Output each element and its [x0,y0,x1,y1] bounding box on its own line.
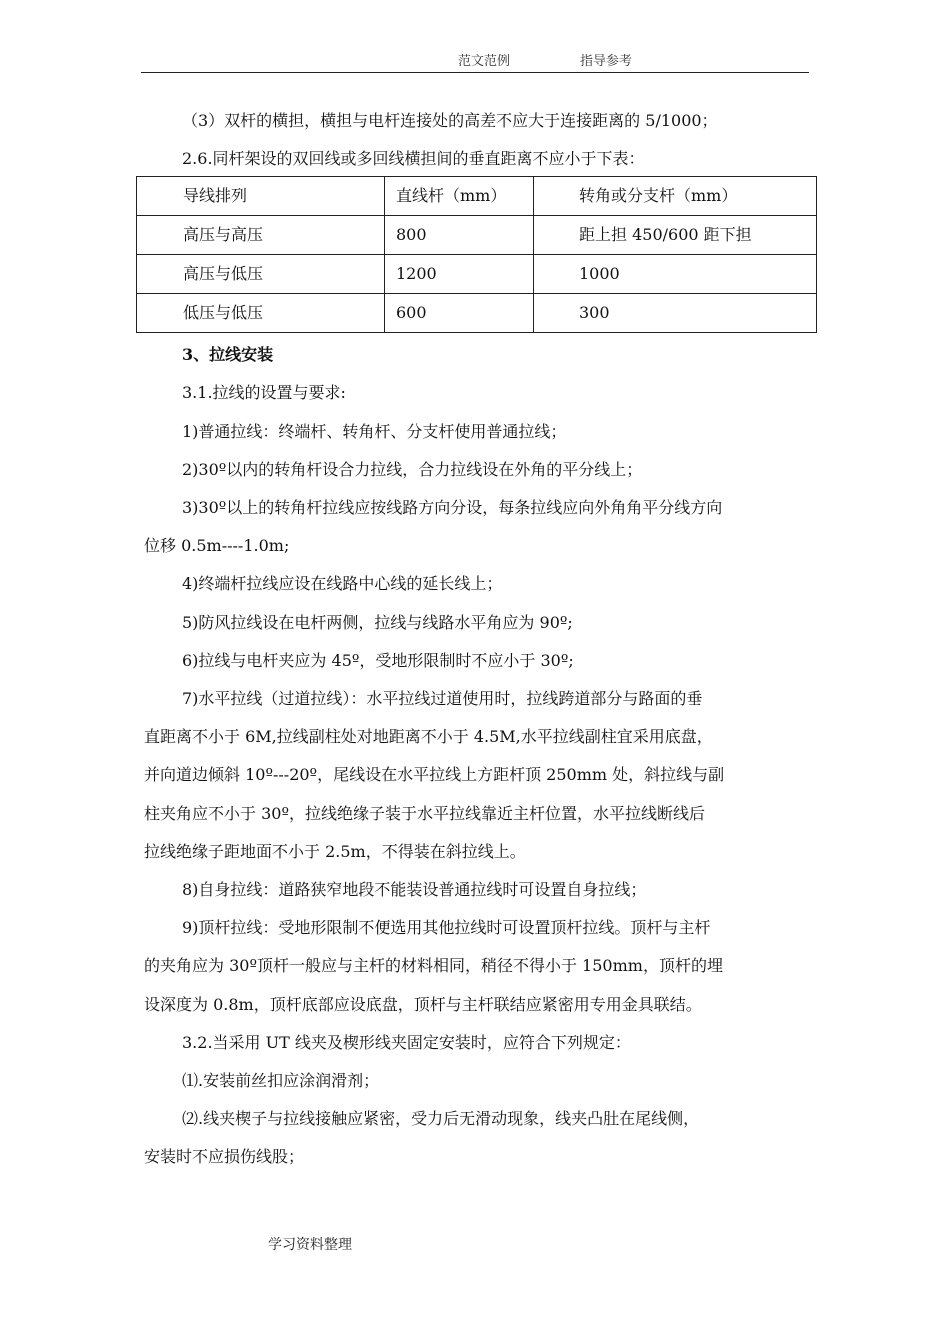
list-item: 6)拉线与电杆夹应为 45º，受地形限制时不应小于 30º; [182,651,574,670]
list-item-continued: 位移 0.5m----1.0m; [144,536,290,555]
table-row [137,216,817,255]
page-footer: 学习资料整理 [268,1237,352,1253]
header-left-text: 范文范例 [458,54,511,69]
table-cell: 高压与高压 [137,216,385,255]
list-item: 5)防风拉线设在电杆两侧，拉线与线路水平角应为 90º; [182,613,573,632]
list-item-continued: 直距离不小于 6M,拉线副柱处对地距离不小于 4.5M,水平拉线副柱宜采用底盘， [144,727,713,746]
table-cell: 300 [534,294,817,333]
table-cell: 1000 [534,255,817,294]
list-item: 4)终端杆拉线应设在线路中心线的延长线上； [182,574,503,593]
list-item-continued: 并向道边倾斜 10º---20º，尾线设在水平拉线上方距杆顶 250mm 处，斜拉线与副 [144,765,725,784]
list-item: ⑵.线夹楔子与拉线接触应紧密，受力后无滑动现象，线夹凸肚在尾线侧， [182,1109,700,1128]
list-item-continued: 的夹角应为 30º顶杆一般应与主杆的材料相同，稍径不得小于 150mm，顶杆的埋 [144,956,723,975]
table-cell: 距上担 450/600 距下担 [534,216,817,255]
list-item: 9)顶杆拉线：受地形限制不便选用其他拉线时可设置顶杆拉线。顶杆与主杆 [182,918,711,937]
table-header-row [137,177,817,216]
list-item-continued: 拉线绝缘子距地面不小于 2.5m，不得装在斜拉线上。 [144,842,526,861]
table-cell: 低压与低压 [137,294,385,333]
list-item: ⑴.安装前丝扣应涂润滑剂； [182,1071,380,1090]
table-header-cell: 转角或分支杆（mm） [534,177,817,216]
table-cell: 高压与低压 [137,255,385,294]
spacing-table [136,176,817,333]
table-row [137,294,817,333]
subsection-heading: 3.2.当采用 UT 线夹及楔形线夹固定安装时，应符合下列规定： [182,1033,631,1052]
list-item-continued: 设深度为 0.8m，顶杆底部应设底盘，顶杆与主杆联结应紧密用专用金具联结。 [144,995,702,1014]
table-header-cell: 导线排列 [137,177,385,216]
table-cell: 600 [385,294,534,333]
list-item-continued: 柱夹角应不小于 30º，拉线绝缘子装于水平拉线靠近主杆位置，水平拉线断线后 [144,804,705,823]
table-cell: 800 [385,216,534,255]
list-item: 2)30º以内的转角杆设合力拉线，合力拉线设在外角的平分线上； [182,460,643,479]
list-item: 8)自身拉线：道路狭窄地段不能装设普通拉线时可设置自身拉线； [182,880,647,899]
paragraph-crossarm-height: （3）双杆的横担，横担与电杆连接处的高差不应大于连接距离的 5/1000； [182,111,718,130]
list-item-continued: 安装时不应损伤线股； [144,1147,305,1166]
list-item: 7)水平拉线（过道拉线）：水平拉线过道使用时，拉线跨道部分与路面的垂 [182,689,703,708]
list-item: 3)30º以上的转角杆拉线应按线路方向分设，每条拉线应向外角角平分线方向 [182,498,723,517]
header-right-text: 指导参考 [580,54,633,69]
section-heading: 3、拉线安装 [182,345,274,364]
table-cell: 1200 [385,255,534,294]
paragraph-table-intro: 2.6.同杆架设的双回线或多回线横担间的垂直距离不应小于下表： [182,149,645,168]
table-header-cell: 直线杆（mm） [385,177,534,216]
page-header [141,54,809,73]
list-item: 1)普通拉线：终端杆、转角杆、分支杆使用普通拉线； [182,422,567,441]
table-row [137,255,817,294]
subsection-heading: 3.1.拉线的设置与要求: [182,383,346,402]
